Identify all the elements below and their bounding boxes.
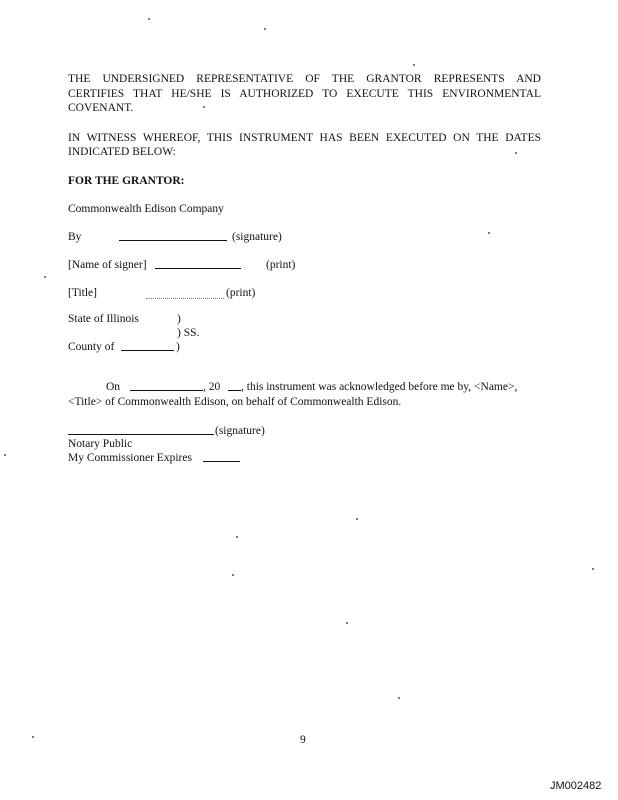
- title-label: [Title]: [68, 287, 97, 299]
- scan-speck: [44, 276, 46, 278]
- signature-blank[interactable]: [119, 230, 227, 241]
- witness-line-2: INDICATED BELOW:: [68, 146, 176, 158]
- scan-speck: [236, 536, 238, 538]
- scan-speck: [413, 64, 415, 66]
- witness-line-1: IN WITNESS WHEREOF, THIS INSTRUMENT HAS BEEN EXECUTED ON THE DATES: [68, 132, 541, 144]
- ack-text: , this instrument was acknowledged before me by, <Name>,: [241, 381, 518, 393]
- ack-year-prefix: , 20: [203, 381, 221, 393]
- county-blank[interactable]: [121, 340, 174, 351]
- venue-paren-1: ): [177, 313, 181, 325]
- ack-date-blank[interactable]: [130, 380, 203, 391]
- company-name: Commonwealth Edison Company: [68, 203, 224, 215]
- venue-ss: ) SS.: [177, 327, 200, 339]
- by-label: By: [68, 231, 82, 243]
- ack-line-2: <Title> of Commonwealth Edison, on behalf of Commonwealth Edison.: [68, 396, 402, 408]
- scan-speck: [264, 28, 266, 30]
- scan-speck: [398, 697, 400, 699]
- scan-speck: [232, 574, 234, 576]
- notary-public-label: Notary Public: [68, 438, 133, 450]
- commission-expires-label: My Commissioner Expires: [68, 452, 192, 464]
- scan-speck: [592, 568, 594, 570]
- scan-speck: [515, 152, 517, 154]
- scan-speck: [4, 454, 6, 456]
- ack-on: On: [106, 381, 121, 393]
- certification-line-2: CERTIFIES THAT HE/SHE IS AUTHORIZED TO EXECUTE THIS ENVIRONMENTAL: [68, 88, 541, 100]
- scan-speck: [346, 622, 348, 624]
- ack-year-blank[interactable]: [228, 380, 241, 391]
- title-hint: (print): [226, 287, 256, 299]
- scan-speck: [488, 232, 490, 234]
- grantor-heading: FOR THE GRANTOR:: [68, 175, 185, 187]
- scan-speck: [32, 736, 34, 738]
- signer-name-hint: (print): [266, 259, 296, 271]
- page-number: 9: [300, 734, 306, 746]
- scan-speck: [148, 18, 150, 20]
- venue-paren-3: ): [176, 341, 180, 353]
- scan-speck: [356, 518, 358, 520]
- certification-line-3: COVENANT.: [68, 102, 134, 114]
- notary-signature-hint: (signature): [215, 425, 265, 437]
- commission-expires-blank[interactable]: [203, 451, 240, 462]
- notary-signature-blank[interactable]: [68, 424, 214, 435]
- signer-name-blank[interactable]: [155, 258, 241, 269]
- scan-speck: [203, 106, 205, 108]
- bates-number: JM002482: [550, 780, 602, 792]
- title-blank[interactable]: [146, 290, 224, 299]
- county-label: County of: [68, 341, 115, 353]
- state-label: State of Illinois: [68, 313, 139, 325]
- certification-line-1: THE UNDERSIGNED REPRESENTATIVE OF THE GRANTOR REPRESENTS AND: [68, 73, 541, 85]
- signature-hint: (signature): [232, 231, 282, 243]
- signer-name-label: [Name of signer]: [68, 259, 147, 271]
